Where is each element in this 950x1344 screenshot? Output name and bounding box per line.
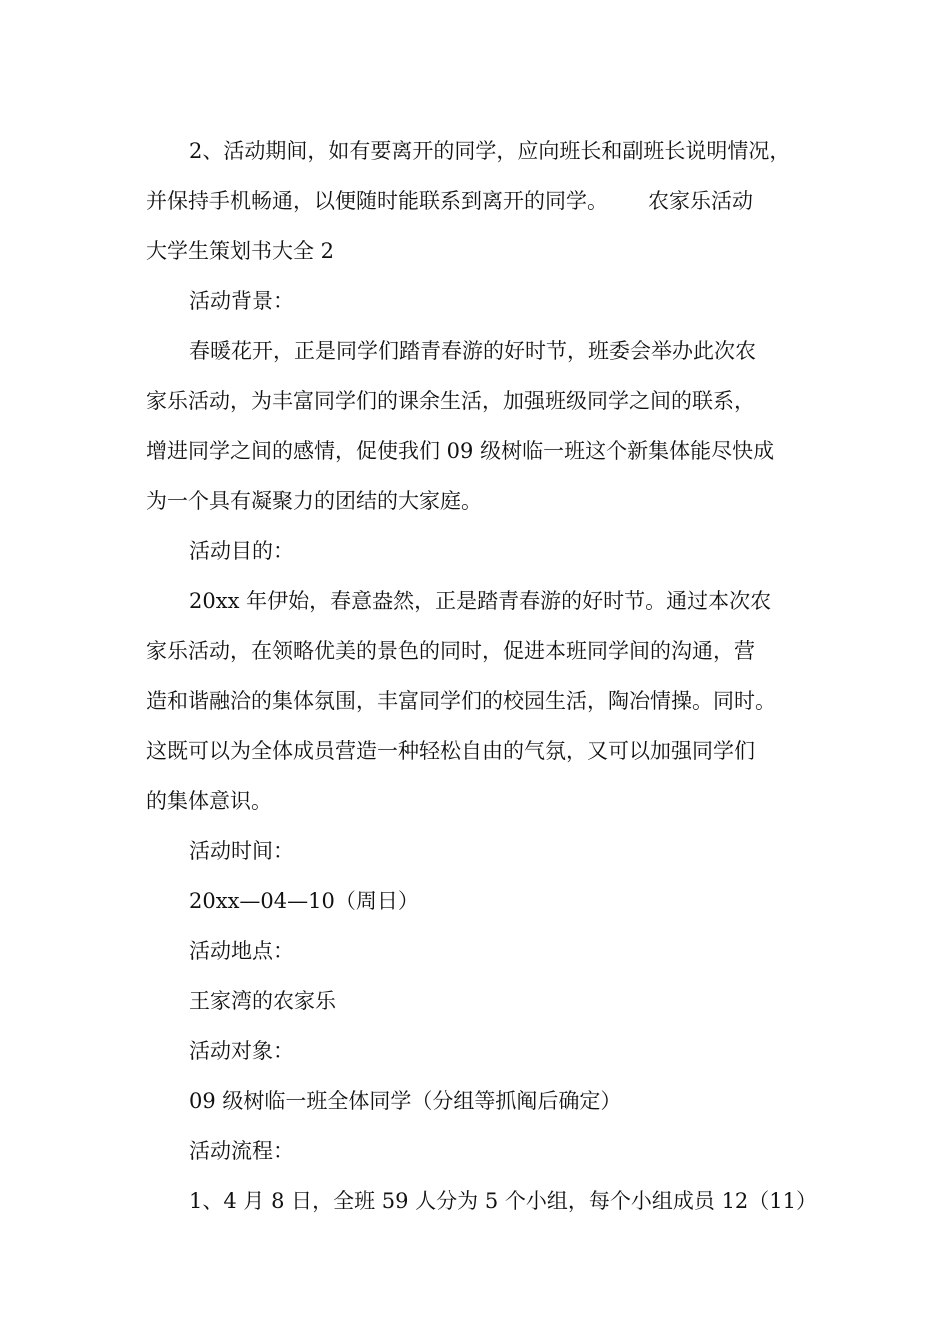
- paragraph-line: 1、4 月 8 日，全班 59 人分为 5 个小组，每个小组成员 12（11）: [189, 1189, 818, 1213]
- paragraph-line: 增进同学之间的感情，促使我们 09 级树临一班这个新集体能尽快成: [146, 439, 775, 463]
- section-heading-purpose: 活动目的：: [189, 539, 294, 563]
- paragraph-line: 2、活动期间，如有要离开的同学，应向班长和副班长说明情况，: [189, 139, 791, 163]
- paragraph-line: 这既可以为全体成员营造一种轻松自由的气氛，又可以加强同学们: [146, 739, 755, 763]
- paragraph-line: 20xx 年伊始，春意盎然，正是踏青春游的好时节。通过本次农: [189, 589, 772, 613]
- document-body: [146, 126, 818, 1226]
- paragraph-line: 春暖花开，正是同学们踏青春游的好时节，班委会举办此次农: [189, 339, 756, 363]
- section-heading-process: 活动流程：: [189, 1139, 294, 1163]
- paragraph-line: 的集体意识。: [146, 789, 272, 813]
- paragraph-line: 大学生策划书大全 2: [146, 239, 335, 263]
- paragraph-line: 09 级树临一班全体同学（分组等抓阄后确定）: [189, 1089, 622, 1113]
- paragraph-line: 家乐活动，为丰富同学们的课余生活，加强班级同学之间的联系，: [146, 389, 755, 413]
- section-heading-time: 活动时间：: [189, 839, 294, 863]
- paragraph-line: 为一个具有凝聚力的团结的大家庭。: [146, 489, 482, 513]
- paragraph-line: 造和谐融洽的集体氛围，丰富同学们的校园生活，陶冶情操。同时。: [146, 689, 776, 713]
- section-heading-background: 活动背景：: [189, 289, 294, 313]
- paragraph-line: 王家湾的农家乐: [189, 989, 336, 1013]
- paragraph-line: 并保持手机畅通，以便随时能联系到离开的同学。 农家乐活动: [146, 189, 754, 213]
- paragraph-line: 家乐活动，在领略优美的景色的同时，促进本班同学间的沟通，营: [146, 639, 755, 663]
- paragraph-line: 20xx—04—10（周日）: [189, 889, 419, 913]
- section-heading-location: 活动地点：: [189, 939, 294, 963]
- section-heading-participants: 活动对象：: [189, 1039, 294, 1063]
